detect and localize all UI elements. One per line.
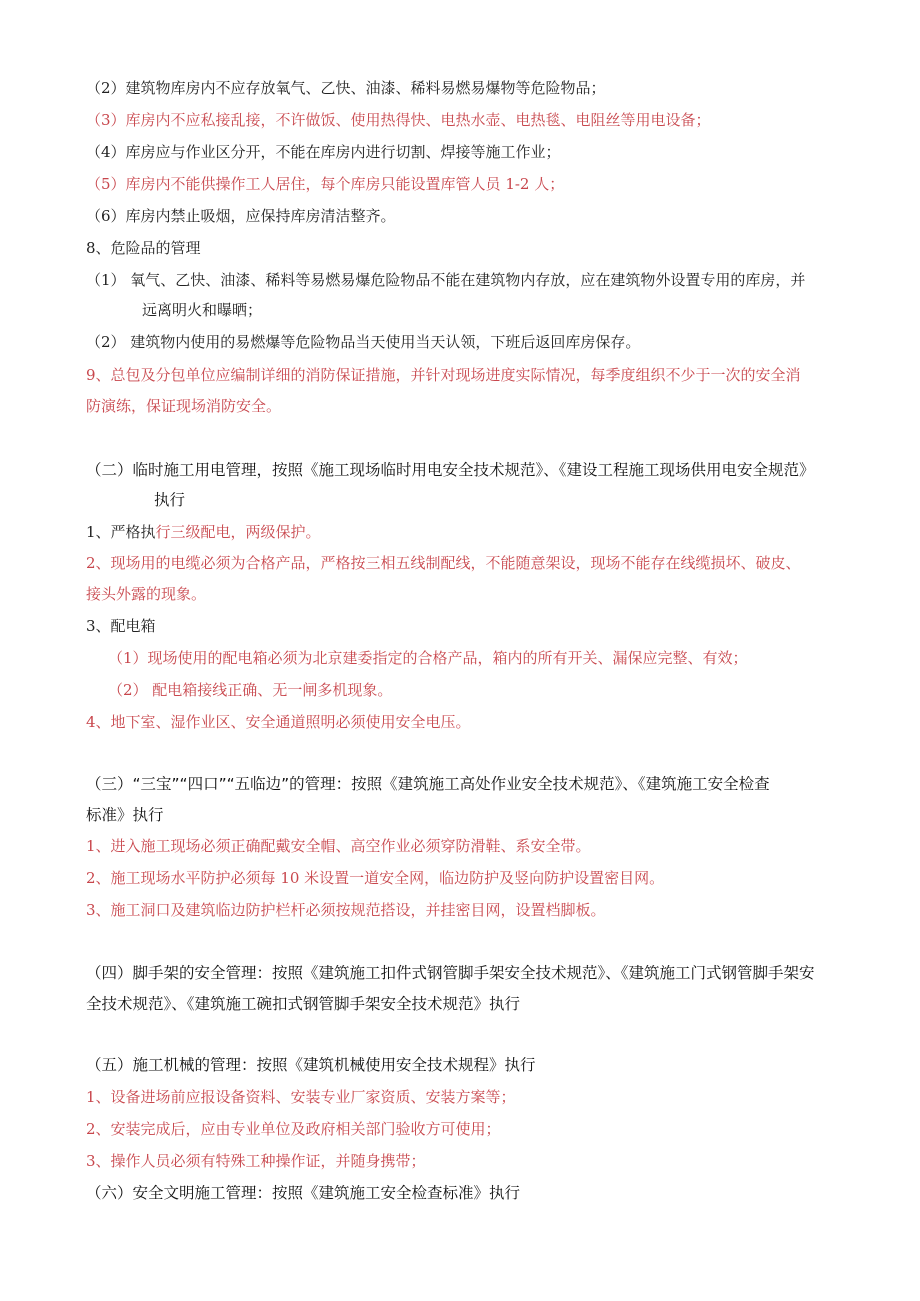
heading-6: （六）安全文明施工管理：按照《建筑施工安全检查标准》执行	[86, 1184, 521, 1202]
safety-item-1: 1、进入施工现场必须正确配戴安全帽、高空作业必须穿防滑鞋、系安全带。	[86, 837, 591, 855]
item-2-storage-hazard: （2）建筑物库房内不应存放氧气、乙快、油漆、稀料易燃易爆物等危险物品；	[86, 79, 606, 97]
item-3-storage-electric: （3）库房内不应私接乱接，不许做饭、使用热得快、电热水壶、电热毯、电阻丝等用电设备；	[86, 111, 711, 129]
elec-item-4: 4、地下室、湿作业区、安全通道照明必须使用安全电压。	[86, 713, 471, 731]
elec-item-1	[86, 522, 321, 542]
heading-4-line-2: 全技术规范》、《建筑施工碗扣式钢管脚手架安全技术规范》执行	[86, 995, 521, 1013]
item-8-1-line-2: 远离明火和曝晒；	[142, 301, 263, 319]
heading-3-line-2: 标准》执行	[86, 806, 164, 824]
elec-item-3-1: （1）现场使用的配电箱必须为北京建委指定的合格产品，箱内的所有开关、漏保应完整、有效；	[108, 649, 748, 667]
section-9-line-1: 9、总包及分包单位应编制详细的消防保证措施，并针对现场进度实际情况，每季度组织不少于一次的安全消	[86, 366, 801, 384]
elec-item-3-2: （2） 配电箱接线正确、无一闸多机现象。	[108, 681, 393, 699]
item-8-2: （2） 建筑物内使用的易燃爆等危险物品当天使用当天认领，下班后返回库房保存。	[86, 333, 641, 351]
section-8-heading: 8、危险品的管理	[86, 239, 201, 257]
machine-item-1: 1、设备进场前应报设备资料、安装专业厂家资质、安装方案等；	[86, 1088, 516, 1106]
safety-item-2: 2、施工现场水平防护必须每 10 米设置一道安全网，临边防护及竖向防护设置密目网。	[86, 869, 665, 887]
heading-2-line-2: 执行	[154, 491, 186, 509]
item-5-storage-occupancy: （5）库房内不能供操作工人居住，每个库房只能设置库管人员 1-2 人；	[86, 175, 565, 193]
item-8-1-line-1: （1） 氧气、乙快、油漆、稀料等易燃易爆危险物品不能在建筑物内存放，应在建筑物外设置专用的库房，并	[86, 271, 806, 289]
section-9-line-2: 防演练，保证现场消防安全。	[86, 397, 282, 415]
safety-item-3: 3、施工洞口及建筑临边防护栏杆必须按规范搭设，并挂密目网，设置档脚板。	[86, 901, 606, 919]
elec-item-2-line-2: 接头外露的现象。	[86, 585, 207, 603]
elec-item-1-highlight: 行三级配电，两级保护。	[155, 523, 321, 541]
elec-item-3-heading: 3、配电箱	[86, 617, 156, 635]
item-6-no-smoking: （6）库房内禁止吸烟，应保持库房清洁整齐。	[86, 207, 396, 225]
machine-item-3: 3、操作人员必须有特殊工种操作证，并随身携带；	[86, 1152, 426, 1170]
machine-item-2: 2、安装完成后，应由专业单位及政府相关部门验收方可使用；	[86, 1120, 501, 1138]
item-4-storage-separation: （4）库房应与作业区分开，不能在库房内进行切割、焊接等施工作业；	[86, 143, 561, 161]
heading-5: （五）施工机械的管理：按照《建筑机械使用安全技术规程》执行	[86, 1056, 536, 1074]
elec-item-2-line-1: 2、现场用的电缆必须为合格产品，严格按三相五线制配线，不能随意架设，现场不能存在线缆损坏、破皮、	[86, 554, 801, 572]
heading-3-line-1: （三）“三宝”“四口”“五临边”的管理：按照《建筑施工高处作业安全技术规范》、《建筑施工安全检查	[86, 775, 770, 793]
elec-item-1-prefix: 1、严格执	[86, 523, 156, 541]
heading-4-line-1: （四）脚手架的安全管理：按照《建筑施工扣件式钢管脚手架安全技术规范》、《建筑施工门式钢管脚手架安	[86, 964, 815, 982]
heading-2-line-1: （二）临时施工用电管理，按照《施工现场临时用电安全技术规范》、《建设工程施工现场供用电安全规范》	[86, 461, 815, 479]
